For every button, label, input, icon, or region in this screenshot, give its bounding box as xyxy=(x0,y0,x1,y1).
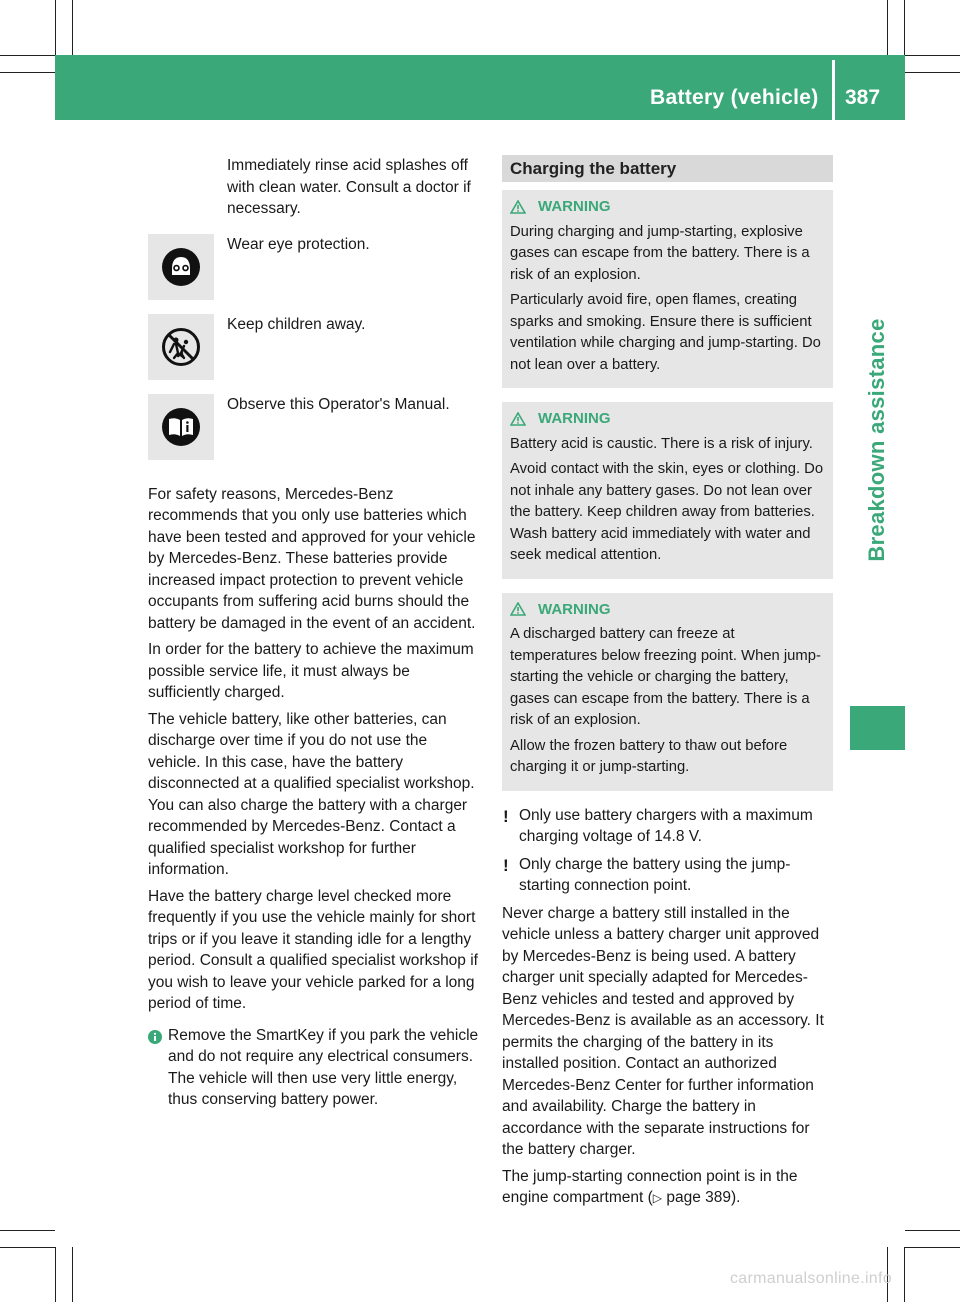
paragraph: Never charge a battery still installed in the vehicle unless a battery charger unit approved by Mercedes-Benz is being used. A battery charger unit specially adapted for Mercedes-Benz vehicles and tested and approved by Mercedes-Benz is available as an accessory. It permits the charging of the battery in its installed position. Contact an authorized Mercedes-Benz Center for further information and availability. Charge the battery in accordance with the separate instructions for the battery charger. xyxy=(502,904,824,1158)
crop-mark xyxy=(0,55,55,56)
warning-text: During charging and jump-starting, explosive gases can escape from the battery. There is a risk of an explosion. xyxy=(510,223,810,283)
paragraph: For safety reasons, Mercedes-Benz recommends that you only use batteries which have been tested and approved for your vehicle by Mercedes-Benz. These batteries provide increased impact protection to prevent vehicle occupants from suffering acid burns should the battery be damaged in the event of an accident. xyxy=(148,485,476,632)
crop-mark xyxy=(0,1230,55,1231)
side-tab-marker xyxy=(850,706,905,750)
warning-box xyxy=(502,593,833,791)
crop-mark xyxy=(905,1230,960,1231)
crop-mark xyxy=(905,1247,960,1248)
symbol-row xyxy=(148,394,480,484)
symbol-text: Observe this Operator's Manual. xyxy=(227,395,450,413)
paragraph: In order for the battery to achieve the maximum possible service life, it must always be sufficiently charged. xyxy=(148,641,474,701)
warning-text: Avoid contact with the skin, eyes or clothing. Do not inhale any battery gases. Do not lean over the battery. Keep children away from batteries. Wash battery acid immediately with water and seek medical attention. xyxy=(510,461,824,563)
info-icon xyxy=(148,1029,162,1051)
page-title: Battery (vehicle) xyxy=(650,86,819,109)
warning-box xyxy=(502,402,833,579)
side-tab-label: Breakdown assistance xyxy=(864,318,889,562)
page-reference-link[interactable]: page 389). xyxy=(666,1189,741,1206)
warning-triangle-icon xyxy=(510,412,526,426)
symbol-text: Wear eye protection. xyxy=(227,235,370,253)
caution-note-text: Only use battery chargers with a maximum charging voltage of 14.8 V. xyxy=(519,806,813,845)
eye-protection-icon xyxy=(148,234,214,300)
crop-mark xyxy=(905,55,960,56)
header-separator xyxy=(832,60,835,120)
warning-text: A discharged battery can freeze at temperatures below freezing point. When jump-starting the vehicle or charging the battery, gases can escape from the battery. There is a risk of an explosion. xyxy=(510,626,821,728)
warning-title-text: WARNING xyxy=(538,410,611,427)
keep-children-away-icon xyxy=(148,314,214,380)
caution-note-text: Only charge the battery using the jump-starting connection point. xyxy=(519,855,791,894)
caution-note xyxy=(502,854,833,897)
warning-title-text: WARNING xyxy=(538,198,611,215)
warning-title xyxy=(510,408,825,430)
section-heading: Charging the battery xyxy=(502,155,833,182)
crop-mark xyxy=(905,72,960,73)
left-column xyxy=(148,155,480,1111)
warning-title xyxy=(510,196,825,218)
warning-box xyxy=(502,190,833,388)
warning-text: Allow the frozen battery to thaw out before charging it or jump-starting. xyxy=(510,737,788,775)
crop-mark xyxy=(0,1247,55,1248)
paragraph: Have the battery charge level checked more frequently if you use the vehicle mainly for short trips or if you leave it standing idle for a lengthy period. Consult a qualified specialist workshop if you wish to leave your vehicle parked for a long period of time. xyxy=(148,887,478,1012)
paragraph: The vehicle battery, like other batteries, can discharge over time if you do not use the vehicle. In this case, have the battery disconnected at a qualified specialist workshop. You can also charge the battery with a charger recommended by Mercedes-Benz. Contact a qualified specialist workshop for further information. xyxy=(148,710,475,878)
crop-mark xyxy=(72,1247,73,1302)
exclamation-icon: ! xyxy=(503,806,509,826)
crop-mark xyxy=(904,0,905,55)
crop-mark xyxy=(72,0,73,55)
operators-manual-icon xyxy=(148,394,214,460)
symbol-row xyxy=(148,314,480,394)
info-note-text: Remove the SmartKey if you park the vehicle and do not require any electrical consumers. The vehicle will then use very little energy, thus conserving battery power. xyxy=(168,1026,479,1108)
intro-text: Immediately rinse acid splashes off with clean water. Consult a doctor if necessary. xyxy=(227,157,471,217)
crop-mark xyxy=(0,72,55,73)
warning-triangle-icon xyxy=(510,602,526,616)
arrow-icon: ▷ xyxy=(652,1191,663,1205)
caution-note xyxy=(502,805,833,848)
page-reference-paragraph xyxy=(502,1166,833,1210)
symbol-row xyxy=(148,234,480,314)
warning-title xyxy=(510,599,825,621)
paragraph-text: The jump-starting connection point is in the engine compartment ( xyxy=(502,1167,798,1206)
symbol-text: Keep children away. xyxy=(227,315,366,333)
crop-mark xyxy=(887,0,888,55)
warning-triangle-icon xyxy=(510,200,526,214)
crop-mark xyxy=(55,0,56,55)
exclamation-icon: ! xyxy=(503,855,509,875)
warning-text: Particularly avoid fire, open flames, creating sparks and smoking. Ensure there is sufficient ventilation while charging and jump-starting. Do not lean over a battery. xyxy=(510,292,821,373)
warning-title-text: WARNING xyxy=(538,600,611,618)
info-note xyxy=(148,1025,480,1111)
page-number: 387 xyxy=(845,86,881,109)
right-column xyxy=(502,155,833,1215)
crop-mark xyxy=(55,1247,56,1302)
crop-mark xyxy=(904,1247,905,1302)
watermark: carmanualsonline.info xyxy=(730,1270,892,1287)
warning-text: Battery acid is caustic. There is a risk of injury. xyxy=(510,435,813,452)
